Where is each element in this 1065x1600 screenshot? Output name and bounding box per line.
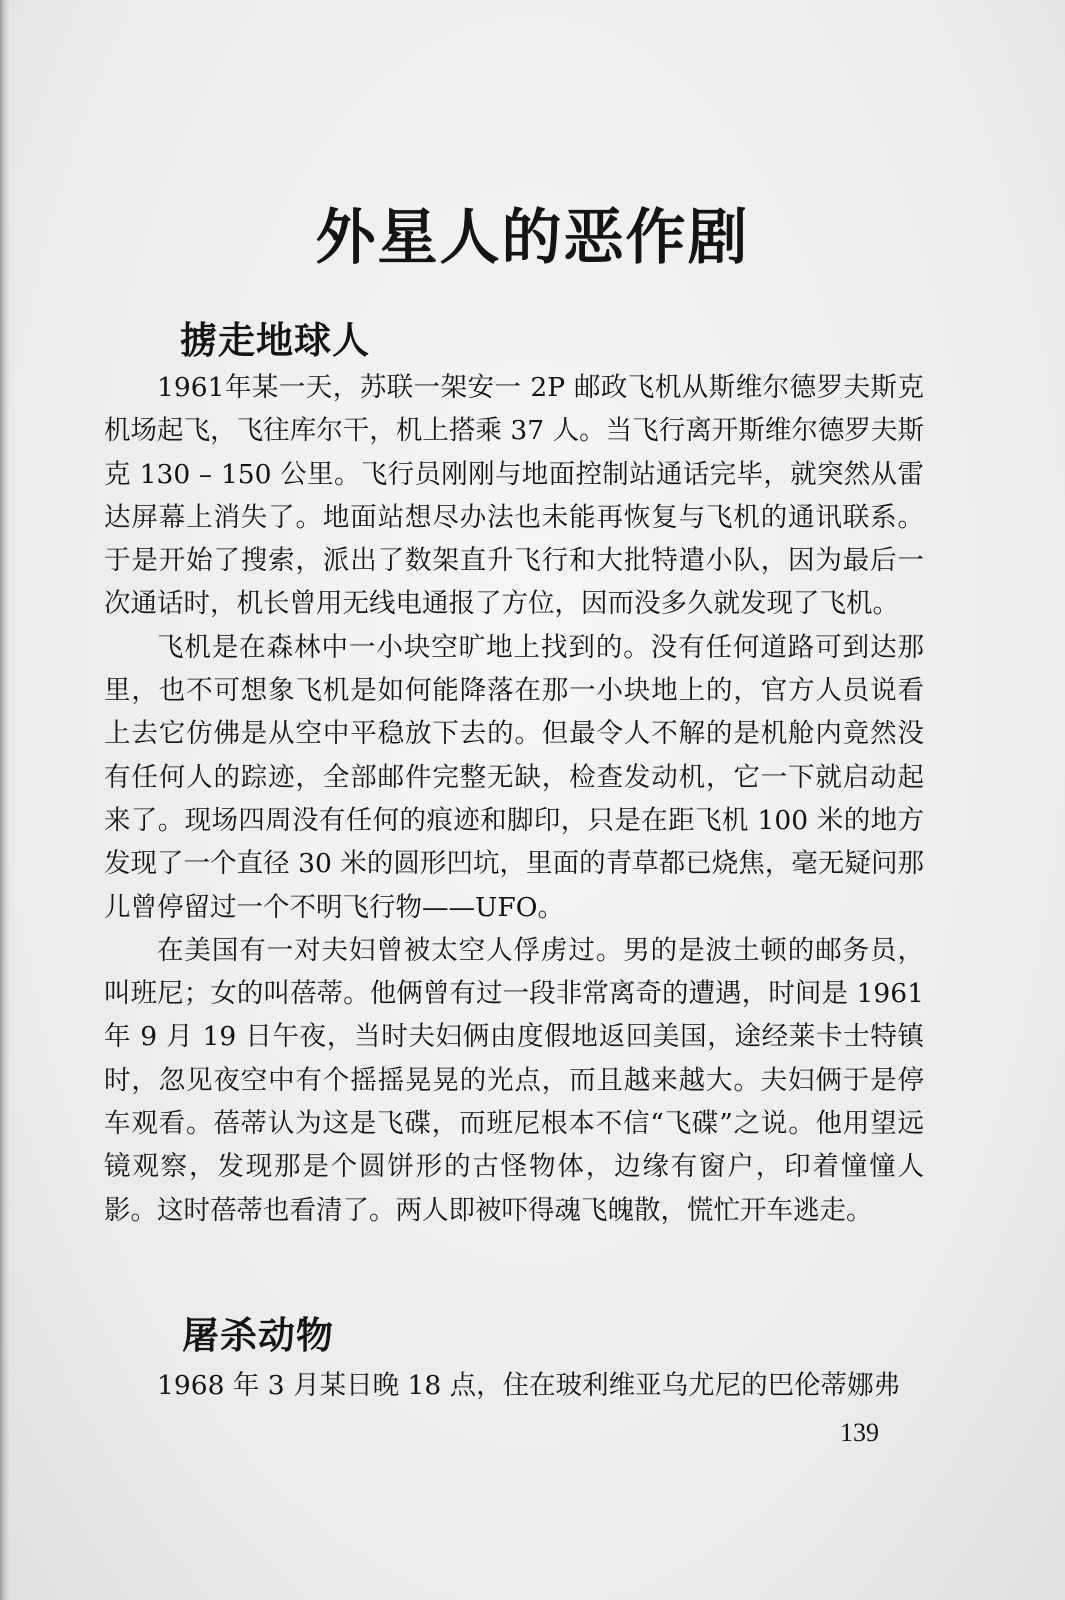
section-heading-animal-killing: 屠杀动物 (182, 1314, 334, 1357)
paragraph: 1968 年 3 月某日晚 18 点，住在玻利维亚乌尤尼的巴伦蒂娜弗 (157, 1370, 901, 1401)
paragraph: 在美国有一对夫妇曾被太空人俘虏过。男的是波土顿的邮务员，叫班尼；女的叫蓓蒂。他俩曾有过一段非常离奇的遭遇，时间是 1961 年 9 月 19 日午夜，当时夫妇俩由度假地返回美国，途经莱卡士特镇时，忽见夜空中有个摇摇晃晃的光点，而且越来越大。夫妇俩于是停车观看。蓓蒂认为这是飞碟，而班尼根本不信“飞碟”之说。他用望远镜观察，发现那是个圆饼形的古怪物体，边缘有窗户，印着憧憧人影。这时蓓蒂也看清了。两人即被吓得魂飞魄散，慌忙开车逃走。 (104, 934, 924, 1226)
chapter-title: 外星人的恶作剧 (315, 203, 750, 273)
section-body-abduction (104, 366, 924, 1232)
page-number: 139 (840, 1418, 879, 1447)
paragraph: 飞机是在森林中一小块空旷地上找到的。没有任何道路可到达那里，也不可想象飞机是如何能降落在那一小块地上的，官方人员说看上去它仿佛是从空中平稳放下去的。但最令人不解的是机舱内竟然没有任何人的踪迹，全部邮件完整无缺，检查发动机，它一下就启动起来了。现场四周没有任何的痕迹和脚印，只是在距飞机 100 米的地方发现了一个直径 30 米的圆形凹坑，里面的青草都已烧焦，毫无疑问那儿曾停留过一个不明飞行物——UFO。 (104, 631, 924, 923)
section-body-animal-killing (104, 1364, 924, 1407)
paragraph: 1961年某一天，苏联一架安一 2P 邮政飞机从斯维尔德罗夫斯克机场起飞，飞往库尔干，机上搭乘 37 人。当飞行离开斯维尔德罗夫斯克 130 – 150 公里。飞行员刚刚与地面控制站通话完毕，就突然从雷达屏幕上消失了。地面站想尽办法也未能再恢复与飞机的通讯联系。于是开始了搜索，派出了数架直升飞行和大批特遣小队，因为最后一次通话时，机长曾用无线电通报了方位，因而没多久就发现了飞机。 (104, 372, 924, 620)
section-heading-abduction: 掳走地球人 (180, 319, 370, 362)
